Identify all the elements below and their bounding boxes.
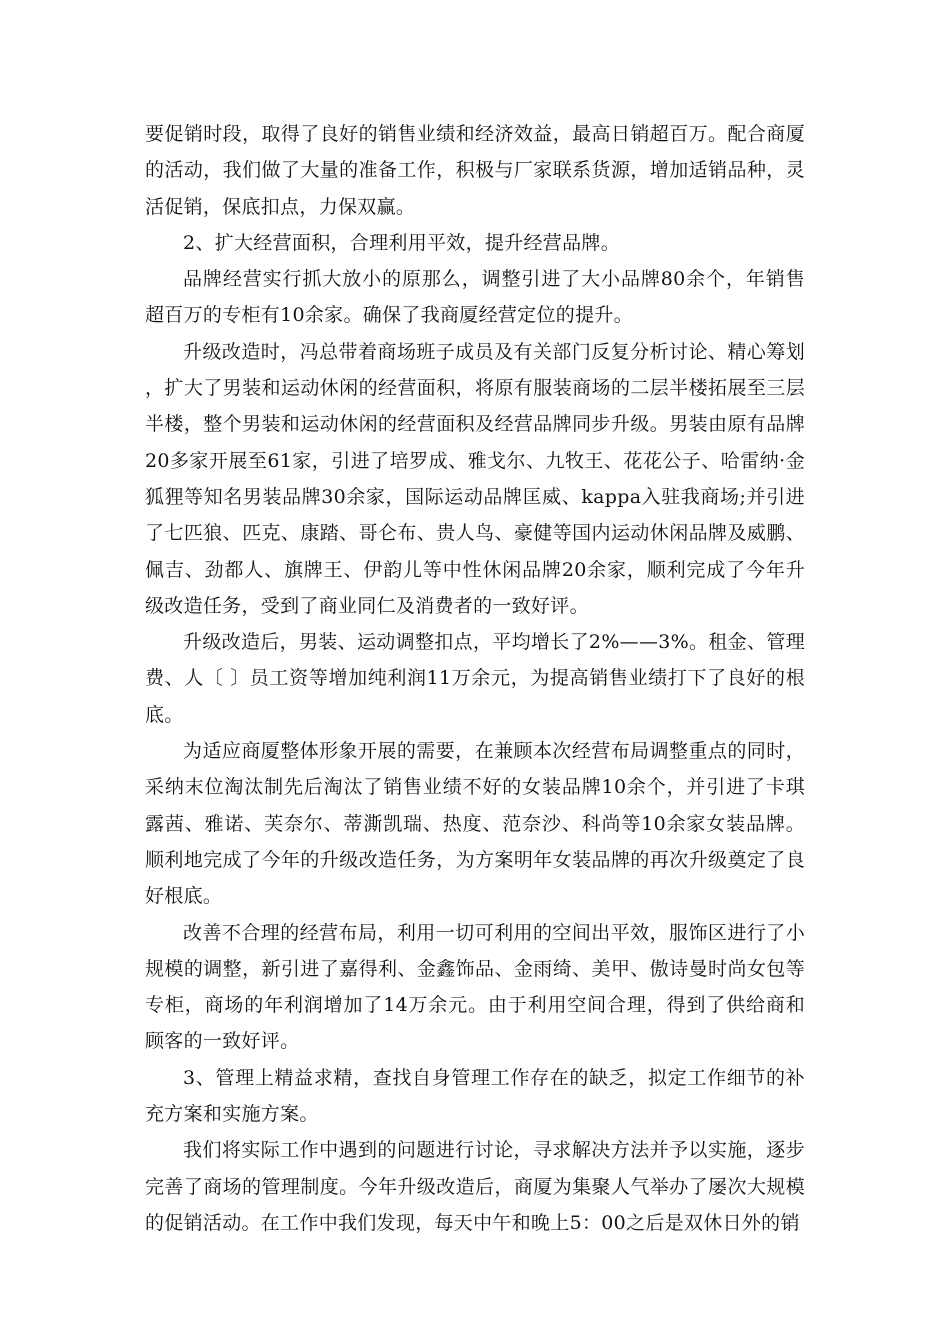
paragraph-brand-operation: 品牌经营实行抓大放小的原那么，调整引进了大小品牌80余个，年销售超百万的专柜有10余家。确保了我商厦经营定位的提升。 xyxy=(145,268,805,327)
paragraph-womens-brands: 为适应商厦整体形象开展的需要，在兼顾本次经营布局调整重点的同时，采纳末位淘汰制先后淘汰了销售业绩不好的女装品牌10余个，并引进了卡琪露茜、雅诺、芙奈尔、蒂澌凯瑞、热度、范奈沙、科尚等10余家女装品牌。顺利地完成了今年的升级改造任务，为方案明年女装品牌的再次升级奠定了良好根底。 xyxy=(145,740,805,908)
paragraph-upgrade-renovation: 升级改造时，冯总带着商场班子成员及有关部门反复分析讨论、精心筹划，扩大了男装和运动休闲的经营面积，将原有服装商场的二层半楼拓展至三层半楼，整个男装和运动休闲的经营面积及经营品牌同步升级。男装由原有品牌20多家开展至61家，引进了培罗成、雅戈尔、九牧王、花花公子、哈雷纳·金狐狸等知名男装品牌30余家，国际运动品牌匡威、kappa入驻我商场;并引进了七匹狼、匹克、康踏、哥仑布、贵人鸟、豪健等国内运动休闲品牌及威鹏、佩吉、劲都人、旗牌王、伊韵儿等中性休闲品牌20余家，顺利完成了今年升级改造任务，受到了商业同仁及消费者的一致好评。 xyxy=(145,340,805,617)
document-body xyxy=(145,116,805,1241)
paragraph-layout-improvement: 改善不合理的经营布局，利用一切可利用的空间出平效，服饰区进行了小规模的调整，新引进了嘉得利、金鑫饰品、金雨绮、美甲、傲诗曼时尚女包等专柜，商场的年利润增加了14万余元。由于利用空间合理，得到了供给商和顾客的一致好评。 xyxy=(145,921,805,1053)
paragraph-after-upgrade: 升级改造后，男装、运动调整扣点，平均增长了2%——3%。租金、管理费、人〔 〕员工资等增加纯利润11万余元，为提高销售业绩打下了良好的根底。 xyxy=(145,631,805,726)
paragraph-management: 我们将实际工作中遇到的问题进行讨论，寻求解决方法并予以实施，逐步完善了商场的管理制度。今年升级改造后，商厦为集聚人气举办了屡次大规模的促销活动。在工作中我们发现，每天中午和晚上5：00之后是双休日外的销 xyxy=(145,1139,805,1234)
section-heading-2: 2、扩大经营面积，合理利用平效，提升经营品牌。 xyxy=(183,231,620,254)
section-heading-3: 3、管理上精益求精，查找自身管理工作存在的缺乏，拟定工作细节的补充方案和实施方案。 xyxy=(145,1066,805,1126)
paragraph-continuation: 要促销时段，取得了良好的销售业绩和经济效益，最高日销超百万。配合商厦的活动，我们做了大量的准备工作，积极与厂家联系货源，增加适销品种，灵活促销，保底扣点，力保双赢。 xyxy=(145,123,805,218)
